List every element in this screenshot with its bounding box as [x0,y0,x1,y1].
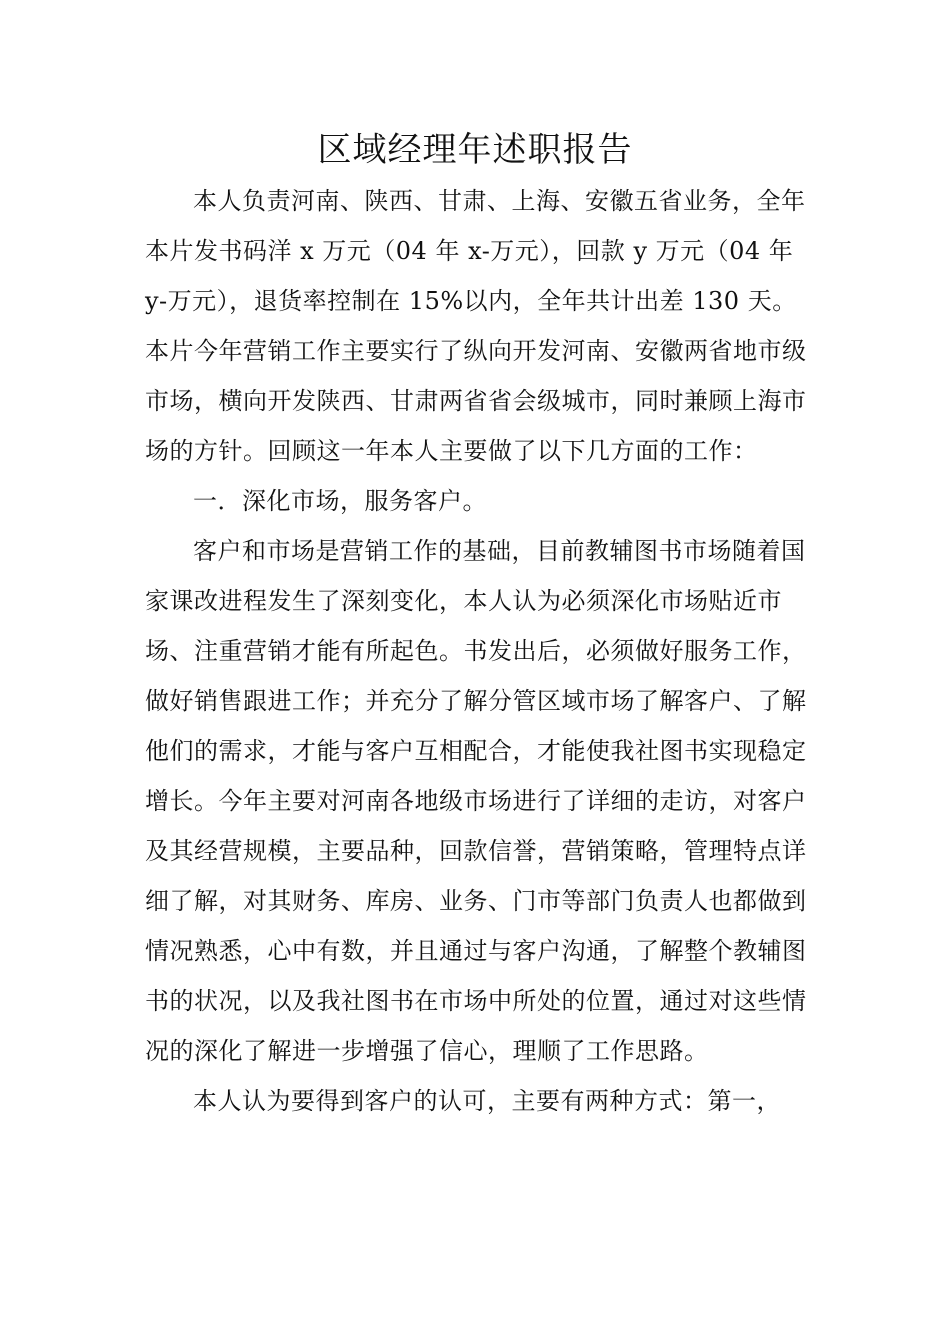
paragraph-intro: 本人负责河南、陕西、甘肃、上海、安徽五省业务，全年本片发书码洋 x 万元（04 年 x-万元），回款 y 万元（04 年 y-万元），退货率控制在 15%以内，全年共计出差 130 天。本片今年营销工作主要实行了纵向开发河南、安徽两省地市级市场，横向开发陕西、甘肃两省省会级城市，同时兼顾上海市场的方针。回顾这一年本人主要做了以下几方面的工作： [145,187,807,465]
paragraph-market: 客户和市场是营销工作的基础，目前教辅图书市场随着国家课改进程发生了深刻变化，本人认为必须深化市场贴近市场、注重营销才能有所起色。书发出后，必须做好服务工作，做好销售跟进工作；并充分了解分管区域市场了解客户、了解他们的需求，才能与客户互相配合，才能使我社图书实现稳定增长。今年主要对河南各地级市场进行了详细的走访，对客户及其经营规模，主要品种，回款信誉，营销策略，管理特点详细了解，对其财务、库房、业务、门市等部门负责人也都做到情况熟悉，心中有数，并且通过与客户沟通，了解整个教辅图书的状况，以及我社图书在市场中所处的位置，通过对这些情况的深化了解进一步增强了信心，理顺了工作思路。 [145,537,807,1065]
document-title: 区域经理年述职报告 [317,130,633,170]
paragraph-customer-approval: 本人认为要得到客户的认可，主要有两种方式：第一， [193,1087,781,1115]
document-body [145,176,810,1126]
section-heading-1: 一．深化市场，服务客户。 [193,487,487,515]
